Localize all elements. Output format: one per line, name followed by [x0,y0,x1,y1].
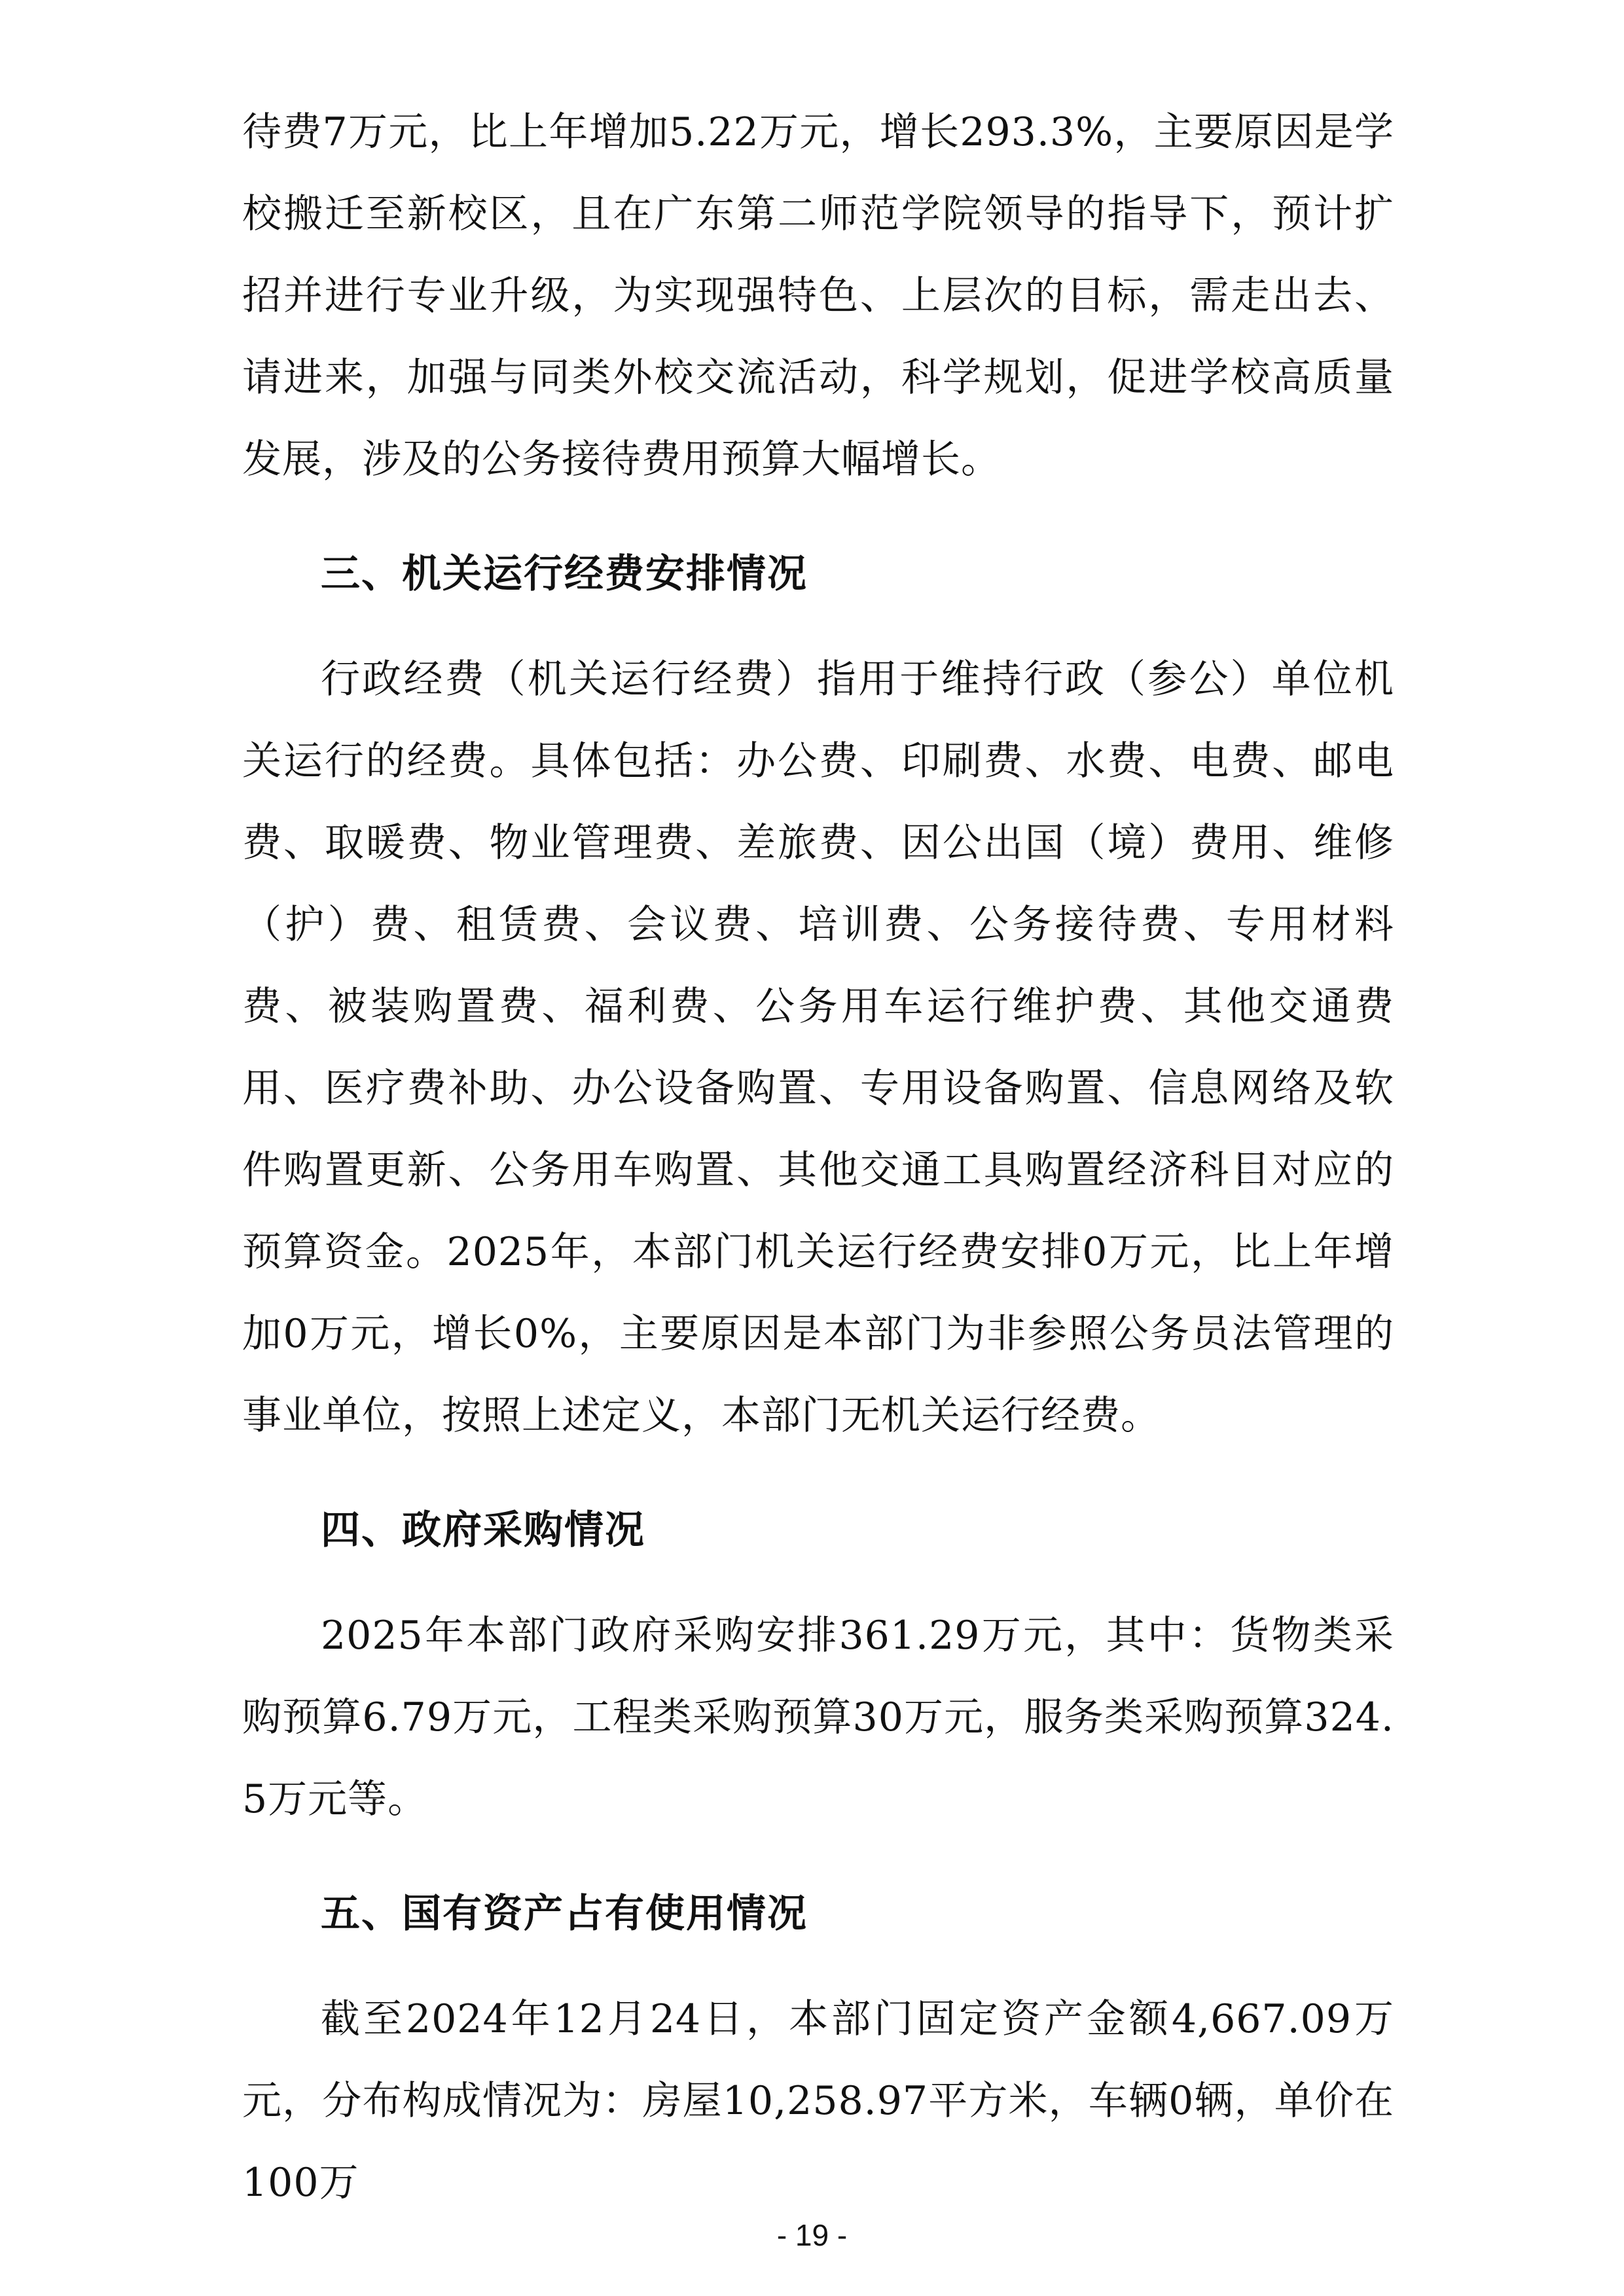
section-paragraph-state-assets: 截至2024年12月24日，本部门固定资产金额4,667.09万元，分布构成情况为：房屋10,258.97平方米，车辆0辆，单价在100万 [242,1996,1394,2206]
section-heading-state-assets: 五、国有资产占有使用情况 [321,1891,808,1937]
intro-paragraph: 待费7万元，比上年增加5.22万元，增长293.3%，主要原因是学校搬迁至新校区，且在广东第二师范学院领导的指导下，预计扩招并进行专业升级，为实现强特色、上层次的目标，需走出去、请进来，加强与同类外校交流活动，科学规划，促进学校高质量发展，涉及的公务接待费用预算大幅增长。 [242,109,1394,482]
document-page [242,92,1394,2224]
section-paragraph-government-procurement: 2025年本部门政府采购安排361.29万元，其中：货物类采购预算6.79万元，工程类采购预算30万元，服务类采购预算324.5万元等。 [242,1613,1394,1822]
section-heading-government-procurement: 四、政府采购情况 [321,1507,645,1553]
section-heading-office-operation-funds: 三、机关运行经费安排情况 [321,551,808,597]
section-paragraph-office-operation-funds: 行政经费（机关运行经费）指用于维持行政（参公）单位机关运行的经费。具体包括：办公费、印刷费、水费、电费、邮电费、取暖费、物业管理费、差旅费、因公出国（境）费用、维修（护）费、租赁费、会议费、培训费、公务接待费、专用材料费、被装购置费、福利费、公务用车运行维护费、其他交通费用、医疗费补助、办公设备购置、专用设备购置、信息网络及软件购置更新、公务用车购置、其他交通工具购置经济科目对应的预算资金。2025年，本部门机关运行经费安排0万元，比上年增加0万元，增长0%，主要原因是本部门为非参照公务员法管理的事业单位，按照上述定义，本部门无机关运行经费。 [242,656,1394,1439]
page-number: - 19 - [776,2218,848,2252]
